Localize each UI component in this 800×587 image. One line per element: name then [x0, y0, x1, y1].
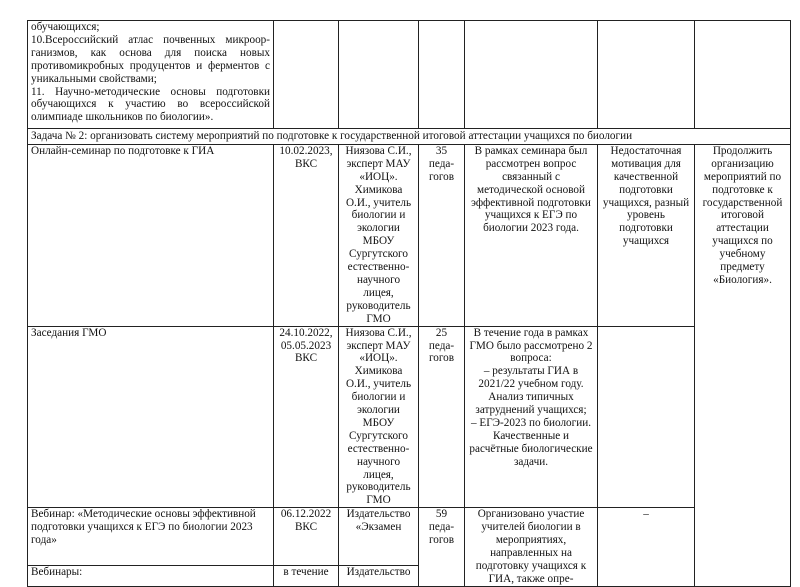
organizer-cell: Издательство «Экзамен [339, 508, 419, 566]
result-cell: В течение года в рамках ГМО было рассмотрено 2 вопроса: – результаты ГИА в 2021/22 учебном году. Анализ типичных затруднений учащихся; – ЕГЭ-2023 по биологии. Качественные и расчётные биологические задачи. [465, 326, 598, 508]
result-cell: Организовано участие учителей биологии в мероприятиях, направленных на подготовку учащихся к ГИА, также опре- [465, 508, 598, 586]
proposals-cell: Продолжить организацию мероприятий по подготовке к государственной итоговой аттестации учащихся по учебному предмету «Биология». [695, 144, 791, 586]
problems-cell: Недостаточная мотивация для качественной подготовки учащихся, разный уровень подготовки учащихся [598, 144, 695, 326]
organizer-cell: Издательство [339, 566, 419, 586]
task-heading: Задача № 2: организовать систему мероприятий по подготовке к государственной итоговой аттестации учащихся по биологии [28, 129, 791, 145]
table-row [28, 144, 791, 326]
date-cell: 10.02.2023, ВКС [274, 144, 339, 326]
organizer-cell: Ниязова С.И., эксперт МАУ «ИОЦ». Химикова О.И., учитель биологии и экологии МБОУ Сургутского естественно-научного лицея, руководитель ГМО [339, 144, 419, 326]
table-row [28, 326, 791, 508]
result-cell: В рамках семинара был рассмотрен вопрос связанный с методической основой эффективной подготовки учащихся к ЕГЭ по биологии 2023 года. [465, 144, 598, 326]
event-cell: Вебинар: «Методические основы эффективной подготовки учащихся к ЕГЭ по биологии 2023 года» [28, 508, 274, 566]
event-cell: Вебинары: [28, 566, 274, 586]
participants-cell: 35 педа- гогов [419, 144, 465, 326]
date-cell: 24.10.2022, 05.05.2023 ВКС [274, 326, 339, 508]
task-row [28, 129, 791, 145]
event-cell: Онлайн-семинар по подготовке к ГИА [28, 144, 274, 326]
organizer-cell: Ниязова С.И., эксперт МАУ «ИОЦ». Химикова О.И., учитель биологии и экологии МБОУ Сургутского естественно-научного лицея, руководитель ГМО [339, 326, 419, 508]
continuation-cell: обучающихся; 10.Всероссийский атлас почвенных микроор-ганизмов, как основа для поиска новых противомикробных продуцентов и ферментов с уникальными свойствами; 11. Научно-методические основы подготовки обучающихся к участию во всероссийской олимпиаде школьников по биологии». [28, 21, 274, 129]
table-row [28, 21, 791, 129]
table-row [28, 508, 791, 566]
date-cell: в течение [274, 566, 339, 586]
date-cell: 06.12.2022 ВКС [274, 508, 339, 566]
problems-cell: – [598, 508, 695, 586]
report-table [27, 20, 791, 587]
problems-cell [598, 326, 695, 508]
participants-cell: 25 педа- гогов [419, 326, 465, 508]
event-cell: Заседания ГМО [28, 326, 274, 508]
participants-cell: 59 педа- гогов [419, 508, 465, 586]
